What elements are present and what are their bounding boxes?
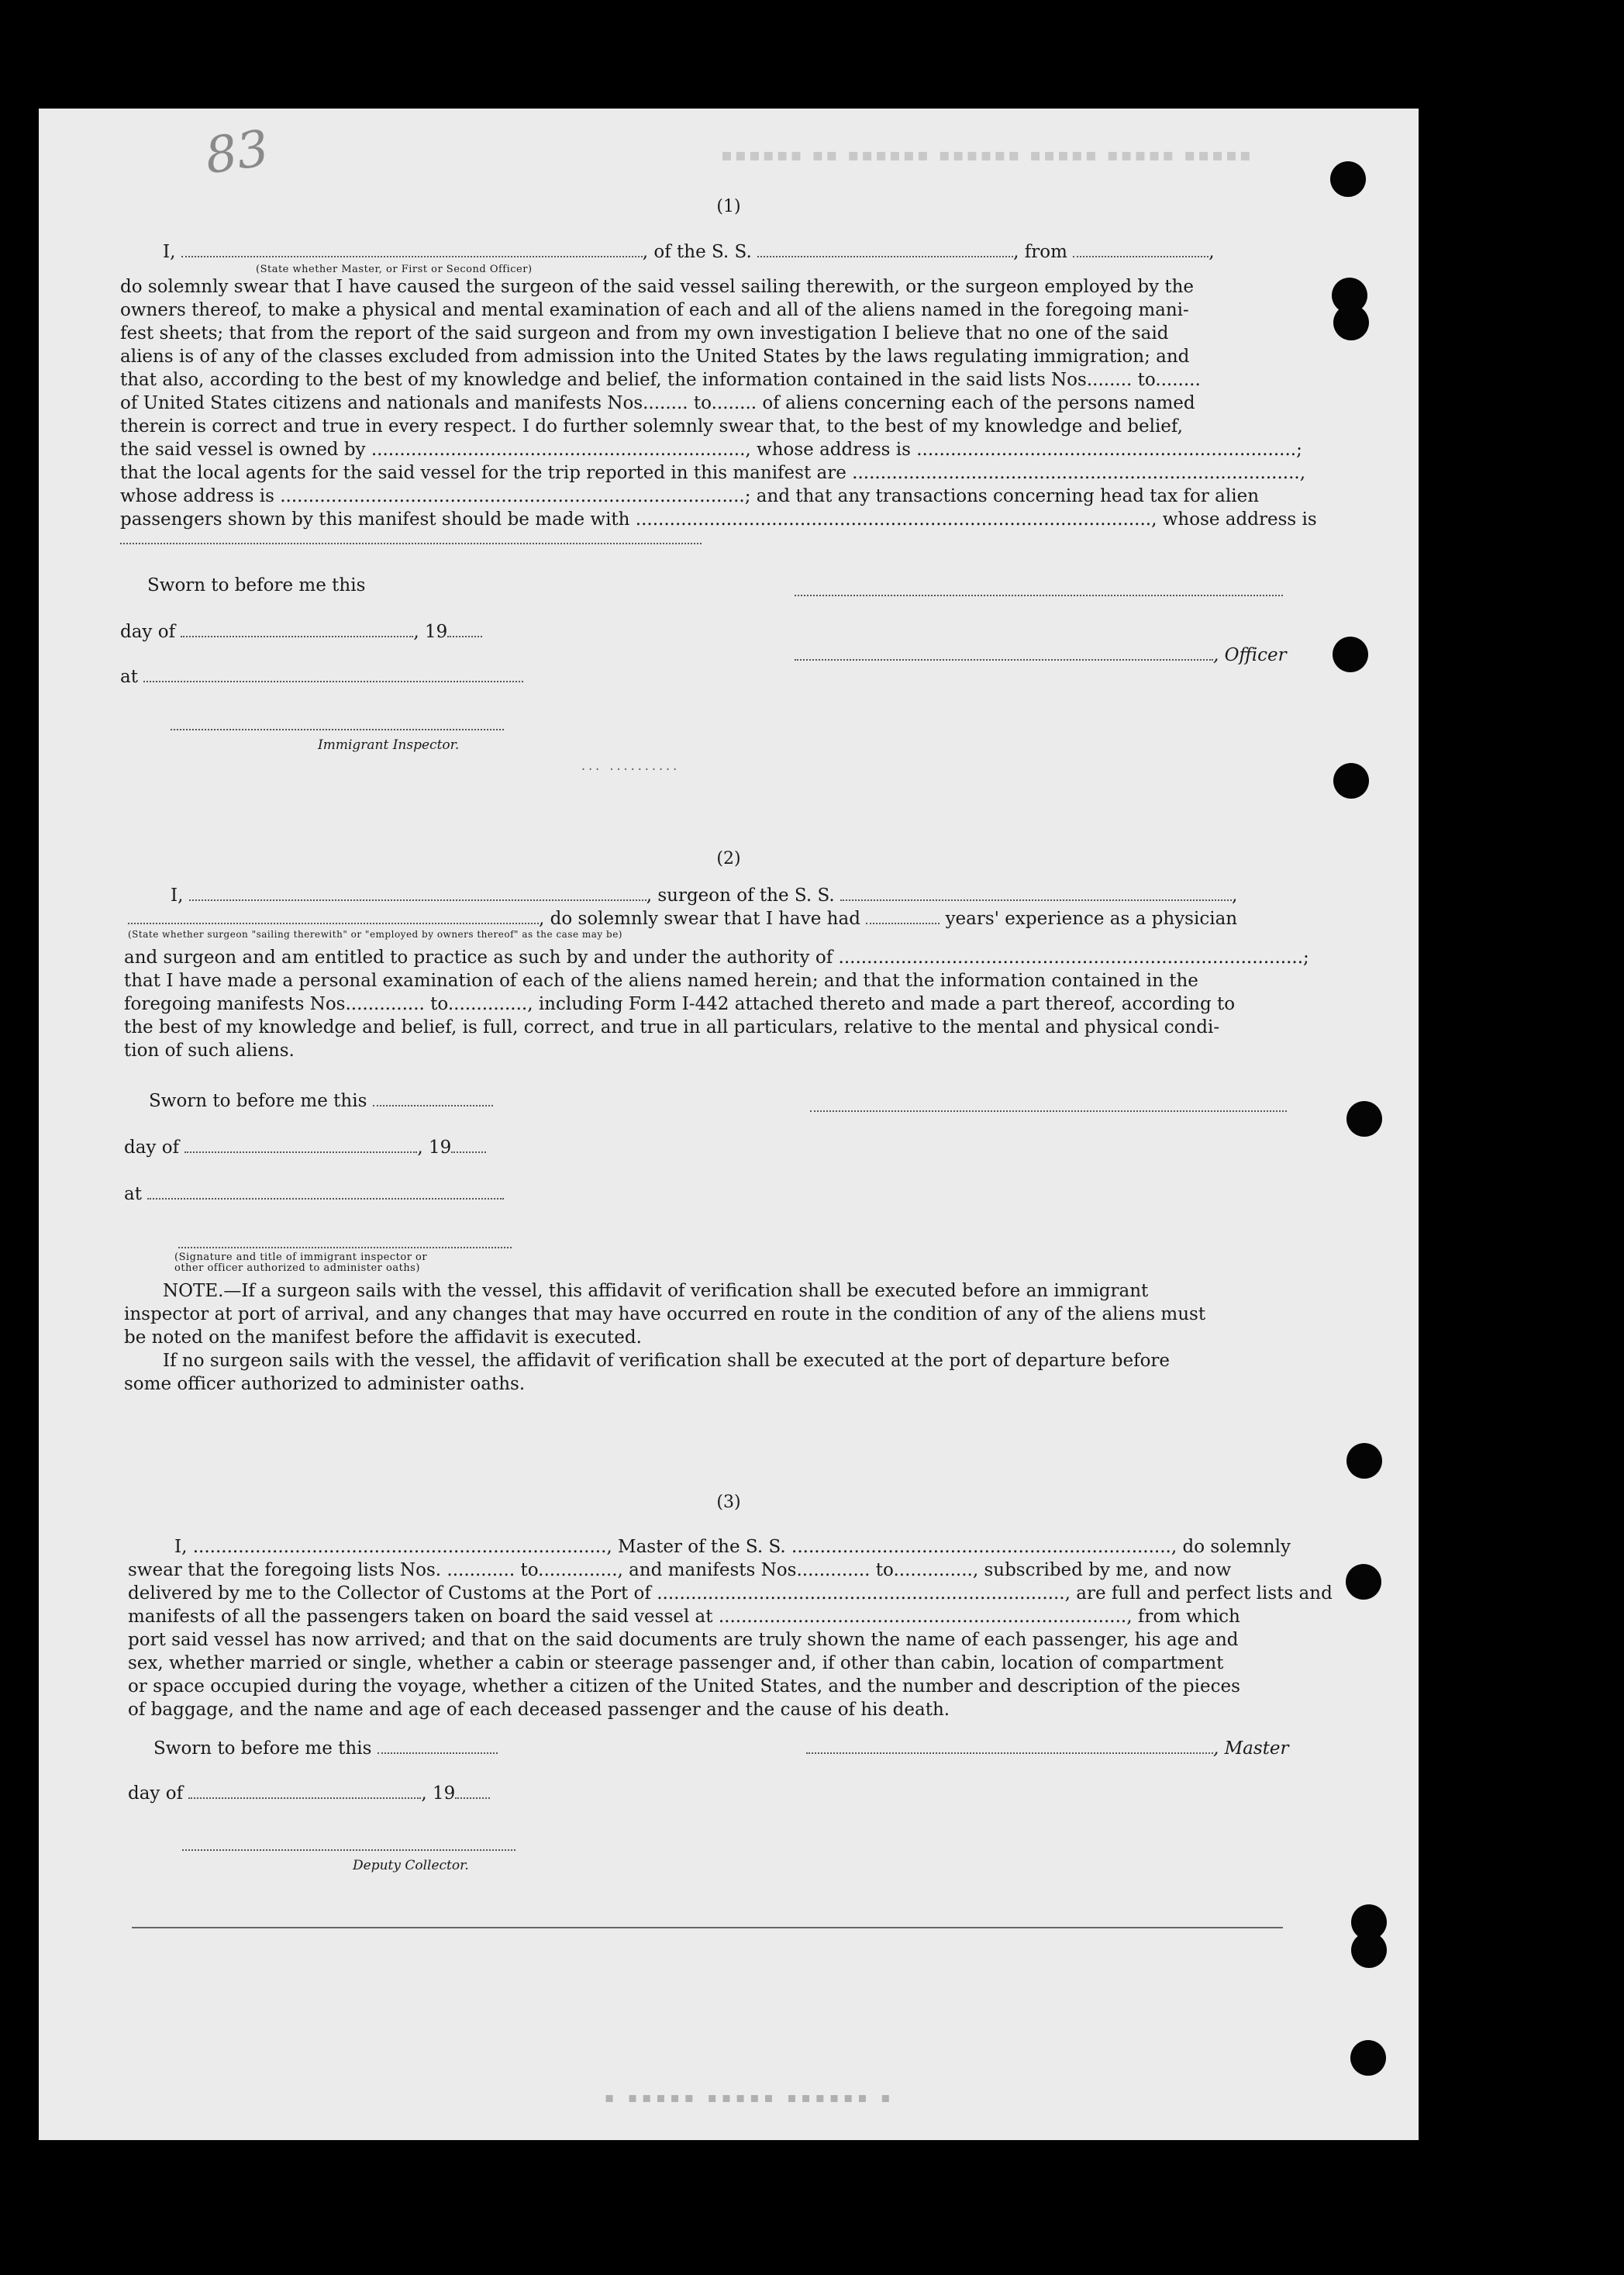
signature-note-1: (Signature and title of immigrant inspector or	[174, 1251, 428, 1263]
note-line: inspector at port of arrival, and any changes that may have occurred en route in the condition of any of the aliens must	[124, 1304, 1206, 1324]
bleed-through-footer: ▪ ▪▪▪▪▪ ▪▪▪▪▪ ▪▪▪▪▪▪ ▪	[605, 2090, 895, 2106]
body-line: of baggage, and the name and age of each deceased passenger and the cause of his death.	[128, 1700, 950, 1720]
address-continuation-line	[120, 543, 702, 544]
sworn-date-field	[373, 1091, 493, 1106]
body-line: that also, according to the best of my knowledge and belief, the information contained in the said lists Nos........ to........	[120, 370, 1201, 390]
label-of-ss: , of the S. S.	[642, 242, 752, 262]
section-3-body	[128, 1535, 1333, 1721]
master-3	[806, 1737, 1289, 1760]
bleed-through-text: ▪▪▪▪▪▪ ▪▪ ▪▪▪▪▪▪ ▪▪▪▪▪▪ ▪▪▪▪▪ ▪▪▪▪▪ ▪▪▪▪▪	[721, 146, 1253, 165]
master-signature-field	[806, 1738, 1213, 1754]
year-field	[451, 1138, 486, 1153]
collector-signature-line	[182, 1849, 515, 1851]
note-line: If no surgeon sails with the vessel, the affidavit of verification shall be executed at the port of departure before	[163, 1351, 1171, 1371]
day-of-1	[120, 620, 482, 644]
body-line: that I have made a personal examination of each of the aliens named herein; and that the information contained in the	[124, 971, 1198, 991]
binder-hole	[1346, 1101, 1382, 1137]
officer-1	[795, 644, 1287, 667]
body-line: sex, whether married or single, whether a cabin or steerage passenger and, if other than cabin, location of compartment	[128, 1653, 1224, 1673]
section-1-line-1: I, , of the S. S. , from ,	[163, 242, 1215, 262]
binder-hole	[1346, 1443, 1382, 1479]
at-label: at	[120, 667, 138, 687]
label-years: years' experience as a physician	[945, 909, 1238, 929]
bottom-rule	[132, 1927, 1283, 1928]
body-line: tion of such aliens.	[124, 1041, 295, 1061]
sworn-2	[149, 1089, 493, 1113]
label-from: , from	[1013, 242, 1067, 262]
binder-hole	[1351, 1932, 1387, 1968]
sworn-1	[147, 574, 365, 597]
collector-label: Deputy Collector.	[353, 1858, 469, 1873]
origin-field	[1073, 242, 1209, 257]
date-field	[181, 622, 413, 637]
sworn-label: Sworn to before me this	[153, 1738, 372, 1759]
body-line: foregoing manifests Nos.............. to.............., including Form I-442 attached thereto and made a part thereof, according to	[124, 994, 1236, 1014]
label-i: I,	[163, 242, 176, 262]
date-field	[184, 1138, 417, 1153]
inspector-label: Immigrant Inspector.	[318, 737, 460, 753]
body-line: I, ........................................................................., Master of the S. S. ..................................................................., do solemnly	[174, 1537, 1291, 1557]
label-i: I,	[171, 885, 184, 906]
sworn-3	[153, 1737, 498, 1760]
surgeon-name-field	[189, 885, 646, 901]
year-field	[447, 622, 482, 637]
bleed-through-dots: ... ..........	[581, 758, 681, 773]
document-page	[39, 109, 1419, 2140]
label-surgeon: , surgeon of the S. S.	[646, 885, 835, 906]
section-2-line-1: I, , surgeon of the S. S. ,	[171, 885, 1238, 906]
sworn-label: Sworn to before me this	[149, 1091, 367, 1111]
section-2-note	[124, 1279, 1329, 1396]
label-swear: , do solemnly swear that I have had	[539, 909, 860, 929]
date-field	[188, 1783, 421, 1799]
section-2-type-note: (State whether surgeon "sailing therewith" or "employed by owners thereof" as the case may be)	[128, 929, 622, 940]
note-line: some officer authorized to administer oaths.	[124, 1374, 526, 1394]
binder-hole	[1333, 305, 1369, 340]
binder-hole	[1330, 161, 1366, 197]
body-line: fest sheets; that from the report of the said surgeon and from my own investigation I believe that no one of the said	[120, 323, 1169, 343]
body-line: owners thereof, to make a physical and mental examination of each and all of the aliens named in the foregoing mani-	[120, 300, 1189, 320]
section-2-body	[124, 946, 1329, 1062]
inspector-signature-line	[171, 729, 504, 730]
body-line: and surgeon and am entitled to practice as such by and under the authority of ..................................................................................;	[124, 948, 1309, 968]
inspector-signature-line	[178, 1247, 512, 1248]
binder-hole	[1346, 1564, 1381, 1600]
binder-hole	[1333, 763, 1369, 799]
section-3-number: (3)	[716, 1493, 741, 1512]
year-label: , 19	[421, 1783, 456, 1804]
body-line: or space occupied during the voyage, whether a citizen of the United States, and the number and description of the pieces	[128, 1676, 1240, 1697]
section-1-rank-note: (State whether Master, or First or Second Officer)	[256, 264, 533, 275]
at-2	[124, 1182, 504, 1206]
at-label: at	[124, 1184, 142, 1204]
section-2-line-2	[128, 907, 1237, 930]
day-of-2	[124, 1136, 486, 1159]
day-of-label: day of	[120, 622, 176, 642]
body-line: delivered by me to the Collector of Customs at the Port of ........................................................................, are full and perfect lists and	[128, 1583, 1333, 1604]
place-field	[143, 667, 523, 682]
signature-note-2: other officer authorized to administer oaths)	[174, 1262, 420, 1274]
surgeon-signature-line	[810, 1110, 1287, 1112]
body-line: therein is correct and true in every respect. I do further solemnly swear that, to the best of my knowledge and belief,	[120, 416, 1183, 437]
surgeon-type-field	[128, 909, 539, 924]
binder-hole	[1333, 637, 1368, 672]
sworn-date-field	[378, 1738, 498, 1754]
body-line: manifests of all the passengers taken on board the said vessel at ........................................................................, from which	[128, 1607, 1240, 1627]
binder-hole	[1350, 2040, 1386, 2076]
year-label: , 19	[417, 1138, 452, 1158]
officer-signature-line	[795, 595, 1283, 596]
day-of-label: day of	[128, 1783, 184, 1804]
body-line: whose address is ..................................................................................; and that any transactions concerning head tax for alien	[120, 486, 1260, 506]
officer-label: , Officer	[1213, 645, 1287, 665]
vessel-name-field	[757, 242, 1013, 257]
year-label: , 19	[413, 622, 448, 642]
body-line: swear that the foregoing lists Nos. ............ to.............., and manifests Nos............. to.............., subscribed by me, and now	[128, 1560, 1232, 1580]
body-line: do solemnly swear that I have caused the surgeon of the said vessel sailing therewith, or the surgeon employed by the	[120, 277, 1195, 297]
body-line: port said vessel has now arrived; and that on the said documents are truly shown the name of each passenger, his age and	[128, 1630, 1239, 1650]
at-1	[120, 665, 523, 689]
section-1-body	[120, 275, 1329, 531]
body-line: passengers shown by this manifest should be made with ..........................................................................................., whose address is	[120, 509, 1317, 530]
body-line: the best of my knowledge and belief, is full, correct, and true in all particulars, relative to the mental and physical condi-	[124, 1017, 1220, 1037]
day-of-3	[128, 1782, 490, 1805]
officer-rank-field	[181, 242, 643, 257]
body-line: the said vessel is owned by .................................................................., whose address is ...................................................................;	[120, 440, 1302, 460]
section-2-number: (2)	[716, 849, 741, 868]
body-line: of United States citizens and nationals and manifests Nos........ to........ of aliens concerning each of the persons named	[120, 393, 1195, 413]
section-1-number: (1)	[716, 197, 741, 216]
body-line: that the local agents for the said vessel for the trip reported in this manifest are ...............................................................................,	[120, 463, 1306, 483]
officer-name-field	[795, 645, 1213, 661]
year-field	[455, 1783, 490, 1799]
handwritten-page-number: 83	[202, 119, 273, 186]
vessel-name-field	[840, 885, 1232, 901]
day-of-label: day of	[124, 1138, 180, 1158]
place-field	[147, 1184, 504, 1200]
note-line: NOTE.—If a surgeon sails with the vessel, this affidavit of verification shall be executed before an immigrant	[163, 1281, 1149, 1301]
sworn-label: Sworn to before me this	[147, 575, 366, 596]
note-line: be noted on the manifest before the affidavit is executed.	[124, 1327, 642, 1348]
master-label: , Master	[1213, 1738, 1289, 1759]
body-line: aliens is of any of the classes excluded from admission into the United States by the laws regulating immigration; and	[120, 347, 1190, 367]
years-field	[866, 909, 940, 924]
